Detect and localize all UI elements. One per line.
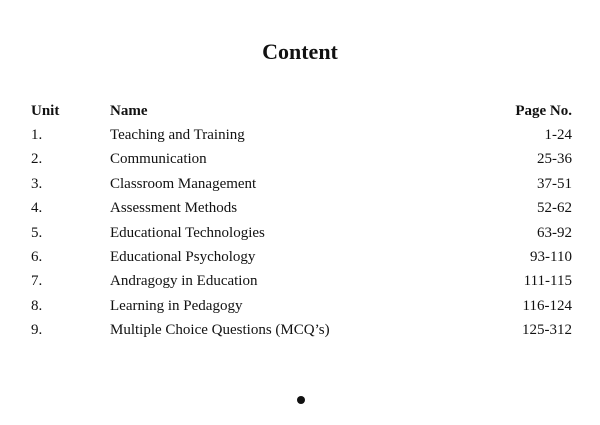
contents-row	[0, 319, 600, 343]
unit-number: 5.	[31, 224, 43, 241]
unit-name: Educational Psychology	[110, 248, 256, 265]
contents-row	[0, 148, 600, 172]
contents-row	[0, 295, 600, 319]
page-title: Content	[262, 39, 338, 64]
contents-row	[0, 197, 600, 221]
header-name: Name	[110, 103, 148, 119]
unit-name: Communication	[110, 151, 207, 168]
contents-row	[0, 270, 600, 294]
page-range: 25-36	[537, 151, 572, 168]
unit-number: 7.	[31, 273, 43, 290]
page-range: 125-312	[522, 322, 572, 339]
unit-name: Classroom Management	[110, 175, 257, 192]
unit-number: 3.	[31, 175, 43, 192]
contents-row	[0, 124, 600, 148]
contents-row	[0, 222, 600, 246]
unit-name: Multiple Choice Questions (MCQ’s)	[110, 322, 330, 339]
page-range: 93-110	[530, 248, 572, 265]
unit-name: Andragogy in Education	[110, 273, 258, 290]
header-page: Page No.	[515, 103, 572, 119]
unit-number: 4.	[31, 200, 43, 217]
page-range: 116-124	[522, 297, 572, 314]
page-range: 1-24	[544, 127, 572, 143]
unit-number: 1.	[31, 127, 43, 143]
bullet-dot	[297, 396, 305, 404]
unit-number: 6.	[31, 248, 43, 265]
contents-list	[0, 124, 600, 344]
unit-name: Learning in Pedagogy	[110, 297, 243, 314]
page-range: 111-115	[523, 273, 572, 290]
unit-number: 9.	[31, 322, 43, 339]
page-range: 63-92	[537, 224, 572, 241]
unit-name: Assessment Methods	[110, 200, 238, 217]
page-range: 37-51	[537, 175, 572, 192]
contents-row	[0, 173, 600, 197]
page-range: 52-62	[537, 200, 572, 217]
unit-name: Teaching and Training	[110, 127, 245, 143]
unit-number: 2.	[31, 151, 43, 168]
table-header	[0, 100, 600, 122]
contents-row	[0, 246, 600, 270]
unit-number: 8.	[31, 297, 43, 314]
header-unit: Unit	[31, 103, 60, 119]
unit-name: Educational Technologies	[110, 224, 265, 241]
